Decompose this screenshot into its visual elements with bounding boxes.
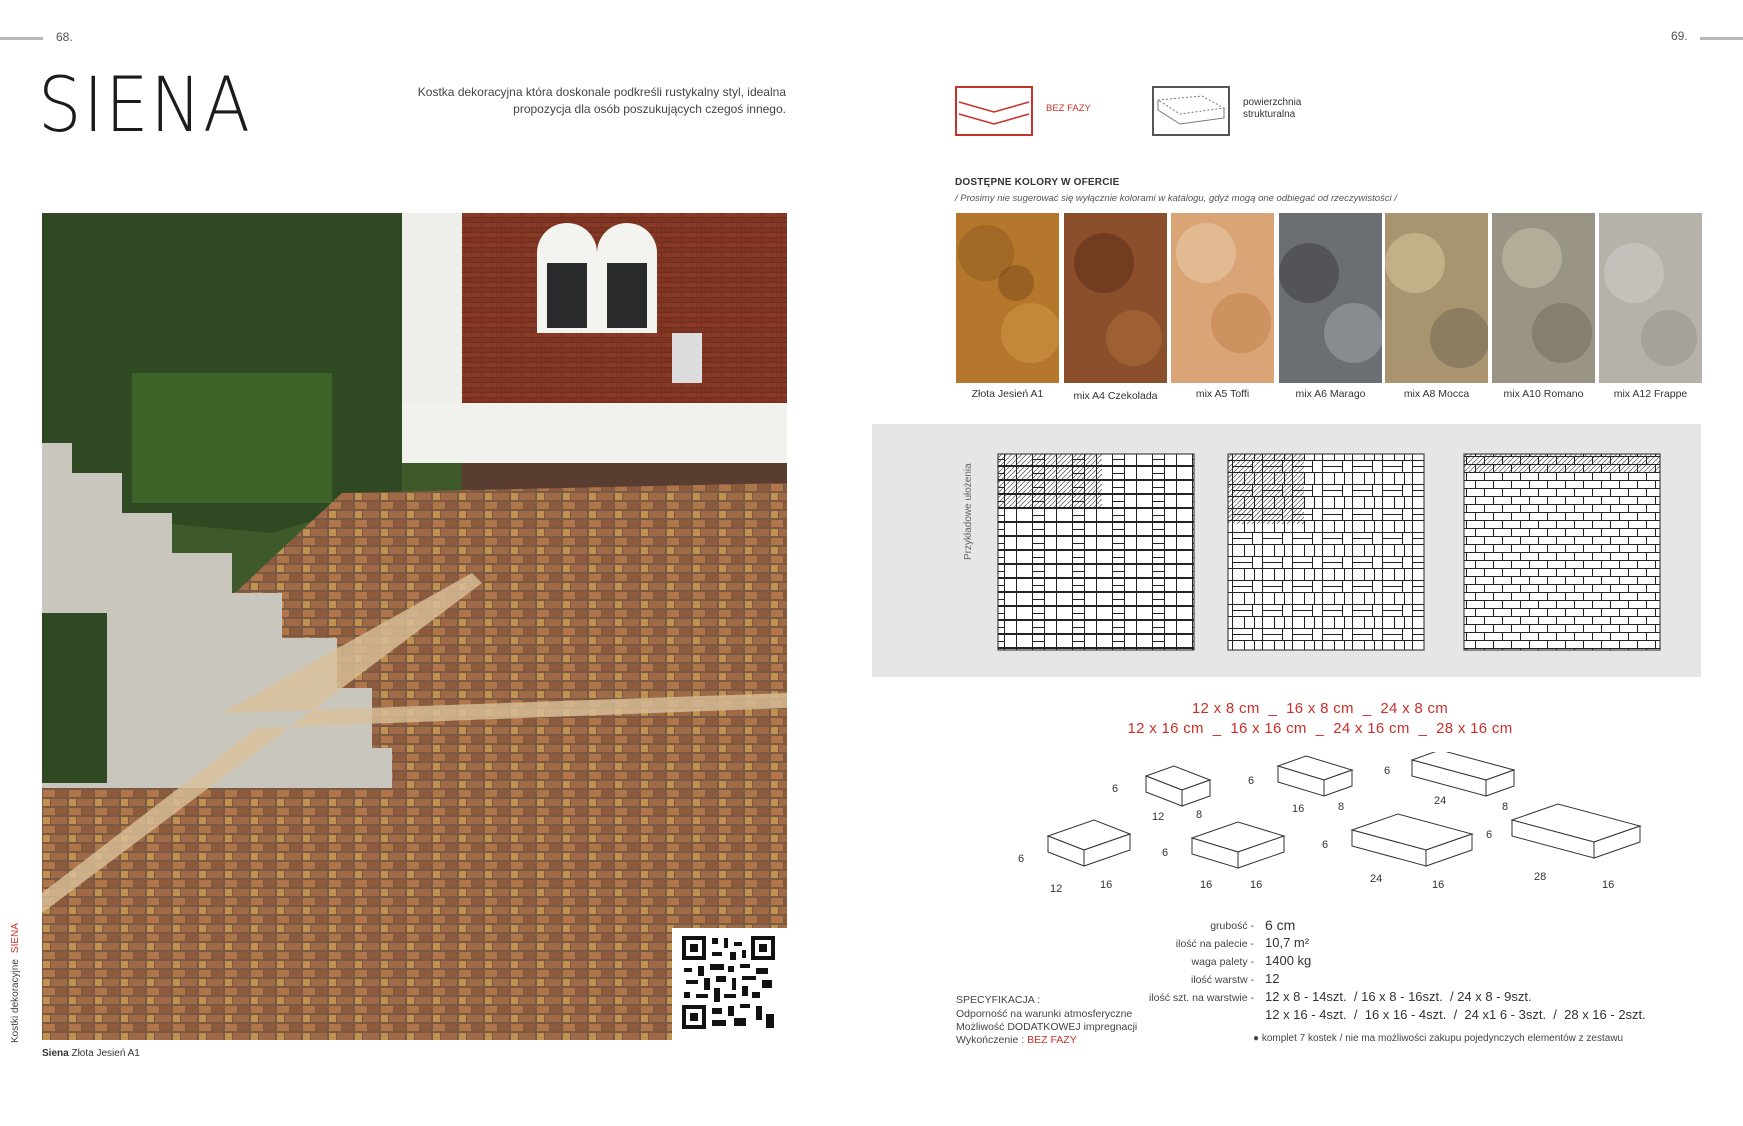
spec-title: SPECYFIKACJA : xyxy=(956,994,1041,1006)
block-dim-a: 16 xyxy=(1200,879,1213,891)
block-dim-a: 12 xyxy=(1050,883,1063,895)
header-rule-left xyxy=(0,37,43,40)
side-label xyxy=(10,923,21,1043)
spec-value-line2: 12 x 16 - 4szt. / 16 x 16 - 4szt. / 24 x1 6 - 3szt. / 28 x 16 - 2szt. xyxy=(1265,1007,1646,1022)
spec-label: ilość warstw - xyxy=(1190,974,1254,986)
swatch-czekolada[interactable] xyxy=(1064,213,1167,383)
swatch-label: mix A5 Toffi xyxy=(1195,388,1250,400)
sizes-row-1: 12 x 8 cm _ 16 x 8 cm _ 24 x 8 cm xyxy=(1191,700,1449,717)
spec-line-2: Możliwość DODATKOWEJ impregnacji xyxy=(956,1021,1138,1033)
block-dim-b: 16 xyxy=(1602,879,1615,891)
swatch-label: mix A4 Czekolada xyxy=(1073,390,1158,402)
spec-value: 12 xyxy=(1265,971,1280,986)
sizes-row-2: 12 x 16 cm _ 16 x 16 cm _ 24 x 16 cm _ 28 x 16 cm xyxy=(1127,720,1513,737)
surface-label-line2: strukturalna xyxy=(1243,109,1296,120)
swatch-toffi[interactable] xyxy=(1171,213,1274,383)
photo-caption xyxy=(42,1048,140,1059)
side-label-category: Kostki dekoracyjne xyxy=(10,959,21,1043)
block-dim-b: 8 xyxy=(1196,809,1203,821)
product-photo xyxy=(42,213,787,1040)
side-label-product: SIENA xyxy=(10,923,21,954)
spec-label: grubość - xyxy=(1210,920,1254,932)
bez-fazy-icon xyxy=(955,86,1033,141)
block-dim-a: 24 xyxy=(1434,795,1447,807)
structural-surface-icon xyxy=(1152,86,1230,141)
spec-label: ilość szt. na warstwie - xyxy=(1148,992,1254,1004)
block-height-label: 6 xyxy=(1384,765,1391,777)
swatch-label: mix A6 Marago xyxy=(1295,388,1366,400)
spec-line-3 xyxy=(956,1034,1077,1046)
swatch-label: mix A10 Romano xyxy=(1503,388,1584,400)
colors-heading: DOSTĘPNE KOLORY W OFERCIE xyxy=(955,177,1120,188)
block-dim-a: 28 xyxy=(1534,871,1547,883)
block-dim-b: 8 xyxy=(1502,801,1509,813)
block-height-label: 6 xyxy=(1018,853,1025,865)
block-height-label: 6 xyxy=(1248,775,1255,787)
block-dim-a: 16 xyxy=(1292,803,1305,815)
block-dim-b: 16 xyxy=(1432,879,1445,891)
swatch-label: mix A12 Frappe xyxy=(1613,388,1688,400)
intro-text: Kostka dekoracyjna która doskonale podkreśli rustykalny styl, idealna propozycja dla osób poszukujących czegoś innego. xyxy=(417,85,786,116)
swatch-label: Złota Jesień A1 xyxy=(971,388,1044,400)
bez-fazy-label: BEZ FAZY xyxy=(1046,103,1091,114)
block-dim-b: 16 xyxy=(1250,879,1263,891)
block-height-label: 6 xyxy=(1486,829,1493,841)
block-dim-a: 12 xyxy=(1152,811,1165,823)
block-height-label: 6 xyxy=(1112,783,1119,795)
blocks-diagram xyxy=(1000,752,1680,927)
block-dim-a: 24 xyxy=(1370,873,1383,885)
spec-value: 12 x 8 - 14szt. / 16 x 8 - 16szt. / 24 x 8 - 9szt. xyxy=(1265,989,1532,1004)
swatch-romano[interactable] xyxy=(1492,213,1595,383)
swatch-frappe[interactable] xyxy=(1599,213,1702,383)
page-number-right: 69. xyxy=(1671,29,1688,43)
spec-value: 1400 kg xyxy=(1265,953,1312,968)
spec-value: 10,7 m² xyxy=(1265,935,1310,950)
spec-note-text: komplet 7 kostek / nie ma możliwości zakupu pojedynczych elementów z zestawu xyxy=(1261,1033,1624,1044)
block-height-label: 6 xyxy=(1322,839,1329,851)
page-title: SIENA xyxy=(38,60,252,149)
spec-label: ilość na palecie - xyxy=(1175,938,1254,950)
page-number-left: 68. xyxy=(56,30,73,44)
laying-label: Przykładowe ułożenia xyxy=(963,463,974,560)
qr-code-icon[interactable] xyxy=(672,928,787,1040)
swatch-zlota-jesien[interactable] xyxy=(956,213,1059,383)
spec-finish-label: Wykończenie : xyxy=(956,1034,1025,1046)
swatch-mocca[interactable] xyxy=(1385,213,1488,383)
swatch-marago[interactable] xyxy=(1279,213,1382,383)
spec-finish-value: BEZ FAZY xyxy=(1027,1034,1077,1046)
spec-line-1: Odporność na warunki atmosferyczne xyxy=(956,1008,1133,1020)
colors-note: / Prosimy nie sugerować się wyłącznie kolorami w katalogu, gdyż mogą one odbiegać od rzeczywistości / xyxy=(955,193,1397,204)
caption-product: Siena xyxy=(42,1048,69,1059)
spec-note xyxy=(1253,1033,1623,1044)
block-height-label: 6 xyxy=(1162,847,1169,859)
header-rule-right xyxy=(1700,37,1743,40)
block-dim-b: 16 xyxy=(1100,879,1113,891)
spec-label: waga palety - xyxy=(1191,956,1254,968)
block-dim-b: 8 xyxy=(1338,801,1345,813)
surface-label-line1: powierzchnia xyxy=(1243,97,1302,108)
swatch-label: mix A8 Mocca xyxy=(1403,388,1470,400)
spec-value: 6 cm xyxy=(1265,917,1296,933)
bullet-icon: ● xyxy=(1253,1033,1260,1044)
caption-color: Złota Jesień A1 xyxy=(71,1048,140,1059)
laying-patterns-panel xyxy=(872,424,1701,677)
